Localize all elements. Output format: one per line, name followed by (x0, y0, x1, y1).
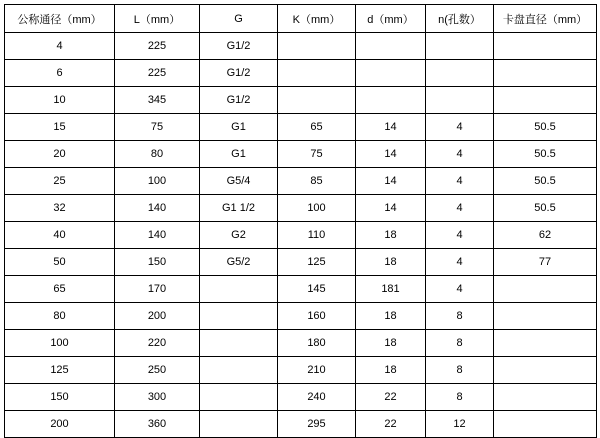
cell-nominal-diameter: 4 (5, 33, 115, 60)
cell-k: 145 (278, 276, 356, 303)
cell-chuck-diameter (494, 303, 597, 330)
cell-k: 100 (278, 195, 356, 222)
column-header-hole-count: n(孔数） (426, 5, 494, 33)
cell-d: 18 (356, 249, 426, 276)
cell-hole-count: 8 (426, 384, 494, 411)
table-row (5, 33, 597, 60)
cell-k: 160 (278, 303, 356, 330)
cell-d: 14 (356, 168, 426, 195)
table-row (5, 330, 597, 357)
cell-thread: G1/2 (200, 33, 278, 60)
cell-nominal-diameter: 50 (5, 249, 115, 276)
cell-hole-count: 4 (426, 195, 494, 222)
cell-thread (200, 357, 278, 384)
cell-nominal-diameter: 125 (5, 357, 115, 384)
cell-chuck-diameter: 50.5 (494, 114, 597, 141)
cell-length: 75 (115, 114, 200, 141)
cell-d: 18 (356, 303, 426, 330)
table-row (5, 141, 597, 168)
cell-hole-count (426, 60, 494, 87)
cell-chuck-diameter (494, 411, 597, 438)
cell-nominal-diameter: 20 (5, 141, 115, 168)
cell-k (278, 33, 356, 60)
table-body (5, 33, 597, 438)
cell-hole-count: 4 (426, 114, 494, 141)
cell-chuck-diameter: 50.5 (494, 168, 597, 195)
cell-nominal-diameter: 6 (5, 60, 115, 87)
cell-d: 14 (356, 195, 426, 222)
cell-chuck-diameter (494, 276, 597, 303)
cell-chuck-diameter (494, 87, 597, 114)
table-row (5, 222, 597, 249)
cell-hole-count: 8 (426, 357, 494, 384)
cell-d: 14 (356, 141, 426, 168)
cell-d: 14 (356, 114, 426, 141)
cell-hole-count: 4 (426, 249, 494, 276)
cell-thread (200, 384, 278, 411)
table-row (5, 276, 597, 303)
cell-chuck-diameter (494, 60, 597, 87)
cell-hole-count: 4 (426, 276, 494, 303)
cell-thread: G1 (200, 114, 278, 141)
cell-length: 345 (115, 87, 200, 114)
cell-hole-count: 8 (426, 303, 494, 330)
cell-length: 220 (115, 330, 200, 357)
cell-nominal-diameter: 100 (5, 330, 115, 357)
cell-nominal-diameter: 40 (5, 222, 115, 249)
cell-hole-count: 4 (426, 168, 494, 195)
table-row (5, 87, 597, 114)
cell-chuck-diameter: 50.5 (494, 195, 597, 222)
table-row (5, 60, 597, 87)
table-header-row (5, 5, 597, 33)
cell-d (356, 87, 426, 114)
cell-length: 150 (115, 249, 200, 276)
cell-d: 18 (356, 222, 426, 249)
cell-length: 225 (115, 60, 200, 87)
cell-hole-count (426, 87, 494, 114)
cell-hole-count: 4 (426, 222, 494, 249)
cell-length: 360 (115, 411, 200, 438)
column-header-k: K（mm） (278, 5, 356, 33)
column-header-length: L（mm） (115, 5, 200, 33)
cell-length: 300 (115, 384, 200, 411)
column-header-nominal-diameter: 公称通径（mm） (5, 5, 115, 33)
cell-chuck-diameter (494, 384, 597, 411)
cell-thread: G2 (200, 222, 278, 249)
cell-nominal-diameter: 15 (5, 114, 115, 141)
cell-d: 181 (356, 276, 426, 303)
cell-hole-count: 4 (426, 141, 494, 168)
column-header-d: d（mm） (356, 5, 426, 33)
cell-d: 22 (356, 384, 426, 411)
cell-length: 80 (115, 141, 200, 168)
cell-nominal-diameter: 32 (5, 195, 115, 222)
cell-k: 295 (278, 411, 356, 438)
cell-d: 22 (356, 411, 426, 438)
cell-thread: G5/4 (200, 168, 278, 195)
cell-d: 18 (356, 357, 426, 384)
table-row (5, 195, 597, 222)
cell-thread (200, 276, 278, 303)
cell-k (278, 60, 356, 87)
cell-d (356, 60, 426, 87)
cell-length: 170 (115, 276, 200, 303)
cell-k: 65 (278, 114, 356, 141)
cell-hole-count (426, 33, 494, 60)
cell-k (278, 87, 356, 114)
cell-k: 240 (278, 384, 356, 411)
cell-length: 225 (115, 33, 200, 60)
cell-nominal-diameter: 10 (5, 87, 115, 114)
cell-length: 140 (115, 195, 200, 222)
cell-length: 140 (115, 222, 200, 249)
cell-k: 110 (278, 222, 356, 249)
cell-d: 18 (356, 330, 426, 357)
cell-chuck-diameter: 50.5 (494, 141, 597, 168)
cell-chuck-diameter (494, 357, 597, 384)
cell-thread: G5/2 (200, 249, 278, 276)
cell-k: 180 (278, 330, 356, 357)
cell-nominal-diameter: 200 (5, 411, 115, 438)
cell-thread: G1 1/2 (200, 195, 278, 222)
column-header-thread: G (200, 5, 278, 33)
table-row (5, 303, 597, 330)
table-row (5, 357, 597, 384)
cell-hole-count: 12 (426, 411, 494, 438)
cell-thread (200, 330, 278, 357)
table-row (5, 168, 597, 195)
specification-table (4, 4, 597, 438)
table-row (5, 249, 597, 276)
cell-length: 200 (115, 303, 200, 330)
cell-nominal-diameter: 25 (5, 168, 115, 195)
table-row (5, 114, 597, 141)
column-header-chuck-diameter: 卡盘直径（mm） (494, 5, 597, 33)
cell-chuck-diameter (494, 33, 597, 60)
cell-chuck-diameter (494, 330, 597, 357)
cell-k: 125 (278, 249, 356, 276)
cell-nominal-diameter: 150 (5, 384, 115, 411)
cell-chuck-diameter: 62 (494, 222, 597, 249)
cell-nominal-diameter: 80 (5, 303, 115, 330)
cell-length: 100 (115, 168, 200, 195)
table-row (5, 411, 597, 438)
cell-thread: G1/2 (200, 87, 278, 114)
cell-chuck-diameter: 77 (494, 249, 597, 276)
cell-k: 85 (278, 168, 356, 195)
cell-thread: G1/2 (200, 60, 278, 87)
table-row (5, 384, 597, 411)
cell-nominal-diameter: 65 (5, 276, 115, 303)
cell-k: 75 (278, 141, 356, 168)
cell-length: 250 (115, 357, 200, 384)
cell-k: 210 (278, 357, 356, 384)
cell-thread (200, 303, 278, 330)
cell-thread (200, 411, 278, 438)
cell-d (356, 33, 426, 60)
cell-hole-count: 8 (426, 330, 494, 357)
cell-thread: G1 (200, 141, 278, 168)
